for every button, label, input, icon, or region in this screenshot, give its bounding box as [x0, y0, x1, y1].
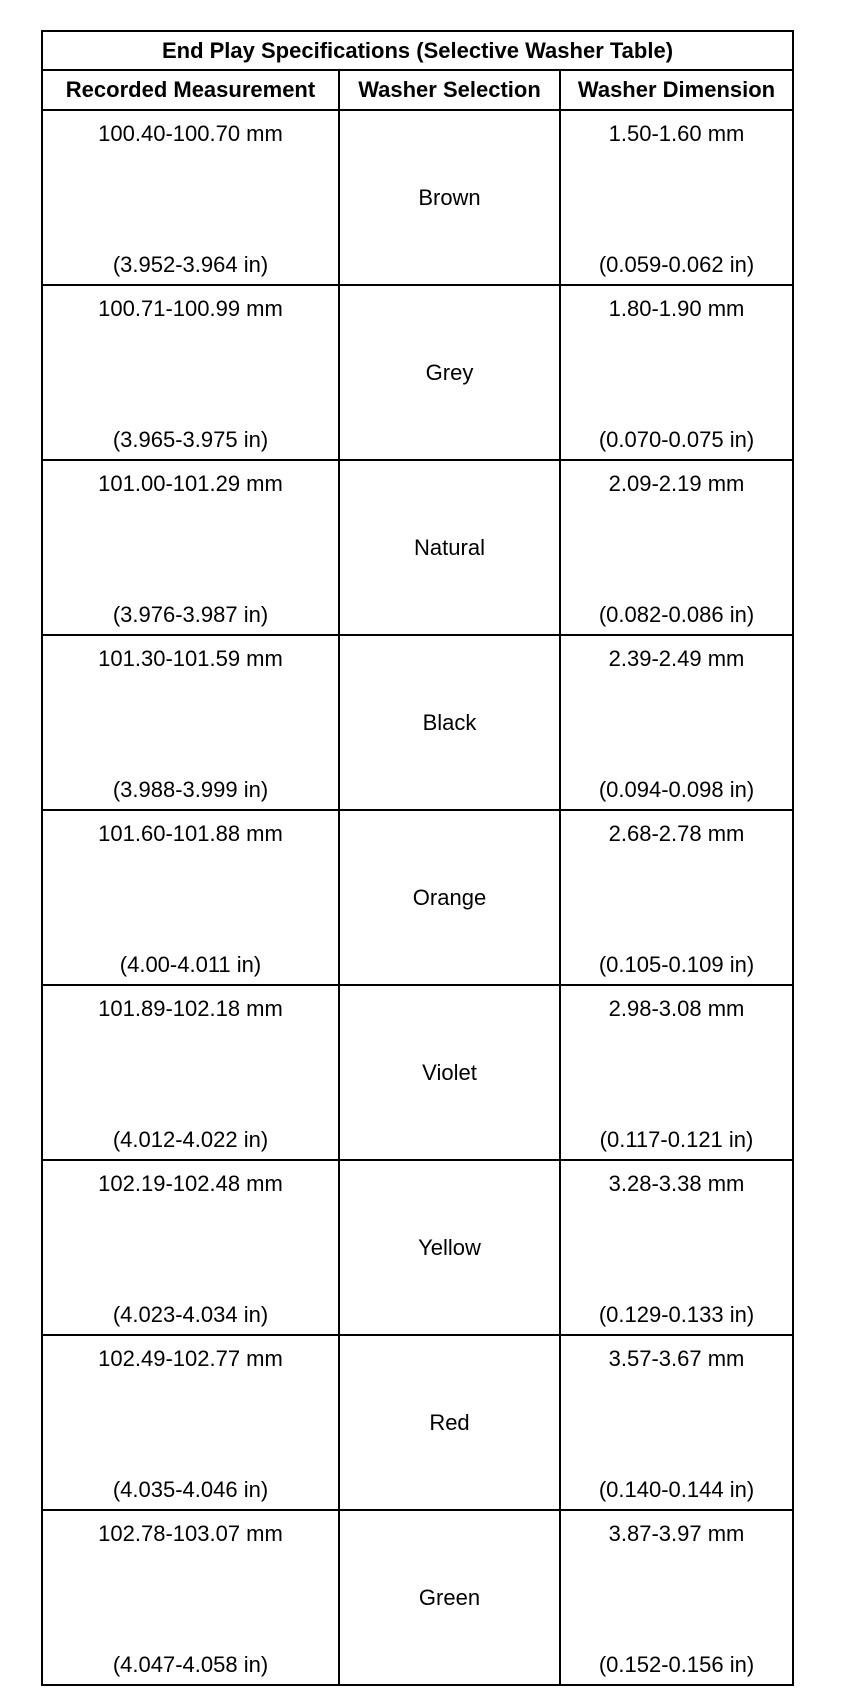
- measurement-in: (3.952-3.964 in): [112, 252, 269, 277]
- washer-dimension-cell: [560, 285, 793, 460]
- washer-dimension-cell: [560, 460, 793, 635]
- table-row: [42, 110, 793, 285]
- dimension-mm: 2.98-3.08 mm: [608, 996, 745, 1021]
- measurement-in: (3.988-3.999 in): [112, 777, 269, 802]
- recorded-measurement-cell: [42, 460, 339, 635]
- dimension-mm: 1.50-1.60 mm: [608, 121, 745, 146]
- measurement-in: (4.00-4.011 in): [119, 952, 262, 977]
- dimension-in: (0.129-0.133 in): [598, 1302, 755, 1327]
- dimension-mm: 2.09-2.19 mm: [608, 471, 745, 496]
- table-row: [42, 1510, 793, 1685]
- washer-selection-cell: [339, 110, 560, 285]
- measurement-mm: 100.40-100.70 mm: [98, 121, 283, 146]
- washer-color: Violet: [422, 1059, 477, 1085]
- dimension-in: (0.082-0.086 in): [598, 602, 755, 627]
- measurement-in: (4.035-4.046 in): [112, 1477, 269, 1502]
- recorded-measurement-cell: [42, 285, 339, 460]
- washer-color: Green: [418, 1584, 481, 1610]
- dimension-in: (0.152-0.156 in): [598, 1652, 755, 1677]
- washer-selection-cell: [339, 985, 560, 1160]
- table-row: [42, 635, 793, 810]
- dimension-in: (0.094-0.098 in): [598, 777, 755, 802]
- washer-color: Orange: [412, 884, 487, 910]
- header-washer-dimension: Washer Dimension: [560, 70, 793, 110]
- recorded-measurement-cell: [42, 1335, 339, 1510]
- washer-color: Grey: [425, 359, 474, 385]
- dimension-mm: 3.57-3.67 mm: [608, 1346, 745, 1371]
- washer-color: Natural: [414, 534, 485, 560]
- measurement-mm: 102.19-102.48 mm: [98, 1171, 283, 1196]
- washer-selection-cell: [339, 285, 560, 460]
- washer-color: Brown: [418, 184, 481, 210]
- washer-spec-table: [41, 30, 794, 1686]
- measurement-mm: 101.00-101.29 mm: [98, 471, 283, 496]
- washer-dimension-cell: [560, 1160, 793, 1335]
- dimension-in: (0.140-0.144 in): [598, 1477, 755, 1502]
- washer-selection-cell: [339, 1160, 560, 1335]
- header-recorded-measurement: Recorded Measurement: [42, 70, 339, 110]
- washer-selection-cell: [339, 460, 560, 635]
- washer-color: Red: [429, 1409, 470, 1435]
- measurement-mm: 102.49-102.77 mm: [98, 1346, 283, 1371]
- measurement-mm: 101.89-102.18 mm: [98, 996, 283, 1021]
- table-row: [42, 1335, 793, 1510]
- measurement-mm: 100.71-100.99 mm: [98, 296, 283, 321]
- table-title: End Play Specifications (Selective Washer Table): [42, 31, 793, 70]
- table-row: [42, 460, 793, 635]
- measurement-in: (3.965-3.975 in): [112, 427, 269, 452]
- table-row: [42, 810, 793, 985]
- dimension-in: (0.070-0.075 in): [598, 427, 755, 452]
- table-row: [42, 1160, 793, 1335]
- washer-dimension-cell: [560, 110, 793, 285]
- dimension-in: (0.117-0.121 in): [599, 1127, 754, 1152]
- recorded-measurement-cell: [42, 1160, 339, 1335]
- washer-selection-cell: [339, 1335, 560, 1510]
- measurement-mm: 101.30-101.59 mm: [98, 646, 283, 671]
- measurement-in: (4.023-4.034 in): [112, 1302, 269, 1327]
- washer-dimension-cell: [560, 1335, 793, 1510]
- washer-selection-cell: [339, 635, 560, 810]
- recorded-measurement-cell: [42, 985, 339, 1160]
- recorded-measurement-cell: [42, 1510, 339, 1685]
- dimension-mm: 1.80-1.90 mm: [608, 296, 745, 321]
- dimension-mm: 2.39-2.49 mm: [608, 646, 745, 671]
- washer-dimension-cell: [560, 810, 793, 985]
- measurement-in: (3.976-3.987 in): [112, 602, 269, 627]
- measurement-mm: 102.78-103.07 mm: [98, 1521, 283, 1546]
- measurement-in: (4.012-4.022 in): [112, 1127, 269, 1152]
- table-row: [42, 285, 793, 460]
- dimension-mm: 2.68-2.78 mm: [608, 821, 745, 846]
- dimension-mm: 3.28-3.38 mm: [608, 1171, 745, 1196]
- dimension-mm: 3.87-3.97 mm: [608, 1521, 745, 1546]
- header-washer-selection: Washer Selection: [339, 70, 560, 110]
- washer-selection-cell: [339, 1510, 560, 1685]
- table-row: [42, 985, 793, 1160]
- washer-dimension-cell: [560, 635, 793, 810]
- washer-dimension-cell: [560, 985, 793, 1160]
- washer-color: Yellow: [418, 1234, 481, 1260]
- measurement-in: (4.047-4.058 in): [112, 1652, 269, 1677]
- recorded-measurement-cell: [42, 110, 339, 285]
- washer-color: Black: [422, 709, 477, 735]
- dimension-in: (0.105-0.109 in): [598, 952, 755, 977]
- washer-selection-cell: [339, 810, 560, 985]
- title-row: [42, 31, 793, 70]
- recorded-measurement-cell: [42, 635, 339, 810]
- washer-dimension-cell: [560, 1510, 793, 1685]
- recorded-measurement-cell: [42, 810, 339, 985]
- measurement-mm: 101.60-101.88 mm: [98, 821, 283, 846]
- header-row: [42, 70, 793, 110]
- dimension-in: (0.059-0.062 in): [598, 252, 755, 277]
